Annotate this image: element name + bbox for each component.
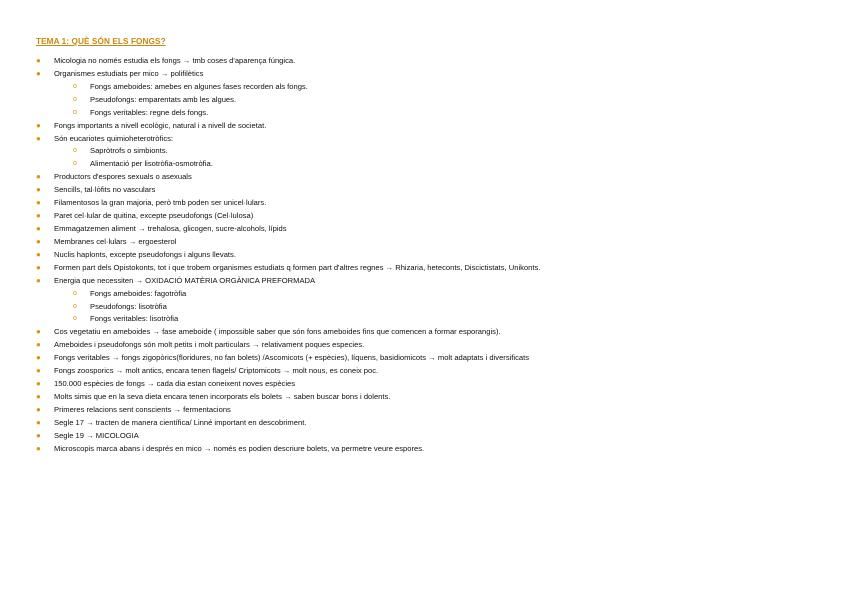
sub-list-item	[0, 301, 848, 314]
list-item	[0, 249, 848, 262]
list-item	[0, 184, 848, 197]
list-item-text: Microscopis marca abans i després en mico → només es podien descriure bolets, va permetre veure espores.	[54, 443, 425, 453]
filled-circle-bullet-icon: ●	[36, 379, 41, 389]
bullet-list	[0, 55, 848, 456]
sub-list-item	[0, 158, 848, 171]
list-item-text: Segle 17 → tracten de manera científica/ Linné important en descobriment.	[54, 417, 307, 427]
hollow-circle-bullet-icon: o	[73, 147, 77, 155]
list-item-text: Alimentació per lisotròfia-osmotròfia.	[90, 159, 213, 169]
list-item	[0, 365, 848, 378]
list-item	[0, 210, 848, 223]
list-item-text: Micologia no només estudia els fongs → tmb coses d'aparença fúngica.	[54, 56, 296, 65]
list-item	[0, 68, 848, 81]
filled-circle-bullet-icon: ●	[36, 275, 41, 285]
list-item-text: Fongs zoosporics → molt antics, encara tenen flagels/ Criptomicots → molt nous, es coneix poc.	[54, 366, 379, 376]
list-item-text: Energia que necessiten → OXIDACIÓ MATÈRIA ORGÀNICA PREFORMADA	[54, 275, 316, 285]
list-item	[0, 430, 848, 443]
sub-list-item	[0, 94, 848, 107]
list-item-text: Ameboides i pseudofongs són molt petits i molt particulars → relativament poques especies.	[54, 340, 365, 350]
list-item	[0, 262, 848, 275]
filled-circle-bullet-icon: ●	[36, 223, 41, 233]
filled-circle-bullet-icon: ●	[36, 404, 41, 414]
filled-circle-bullet-icon: ●	[36, 133, 41, 143]
sub-list-item	[0, 288, 848, 301]
list-item-text: Sapròtrofs o simbionts.	[90, 146, 168, 156]
hollow-circle-bullet-icon: o	[73, 315, 77, 323]
list-item-text: Fongs veritables: regne dels fongs.	[90, 107, 209, 117]
sub-list-item	[0, 145, 848, 158]
list-item-text: Nuclis haplonts, excepte pseudofongs i alguns llevats.	[54, 249, 236, 259]
filled-circle-bullet-icon: ●	[36, 443, 41, 453]
list-item-text: Fongs ameboides: amebes en algunes fases recorden als fongs.	[90, 81, 308, 91]
list-item	[0, 275, 848, 288]
hollow-circle-bullet-icon: o	[73, 108, 77, 116]
sub-list-item	[0, 313, 848, 326]
filled-circle-bullet-icon: ●	[36, 262, 41, 272]
list-item-text: Pseudofongs: emparentats amb les algues.	[90, 94, 237, 104]
filled-circle-bullet-icon: ●	[36, 185, 41, 195]
list-item	[0, 339, 848, 352]
list-item-text: Paret cel·lular de quitina, excepte pseudofongs (Cel·lulosa)	[54, 211, 254, 221]
filled-circle-bullet-icon: ●	[36, 236, 41, 246]
filled-circle-bullet-icon: ●	[36, 249, 41, 259]
list-item	[0, 236, 848, 249]
filled-circle-bullet-icon: ●	[36, 56, 41, 65]
hollow-circle-bullet-icon: o	[73, 289, 77, 297]
list-item	[0, 404, 848, 417]
list-item-text: Pseudofongs: lisotròfia	[90, 301, 167, 311]
list-item-text: Segle 19 → MICOLOGIA	[54, 430, 139, 440]
filled-circle-bullet-icon: ●	[36, 353, 41, 363]
sub-list-item	[0, 81, 848, 94]
list-item-text: Cos vegetatiu en ameboides → fase ameboide ( impossible saber que són fons ameboides fins que comencen a formar esporangis).	[54, 327, 501, 337]
list-item-text: Organismes estudiats per mico → polifilètics	[54, 68, 204, 78]
hollow-circle-bullet-icon: o	[73, 160, 77, 168]
sub-list-item	[0, 107, 848, 120]
list-item-text: Emmagatzemen aliment → trehalosa, glicogen, sucre-alcohols, lípids	[54, 223, 287, 233]
list-item-text: Fongs importants a nivell ecològic, natural i a nivell de societat.	[54, 120, 267, 130]
filled-circle-bullet-icon: ●	[36, 391, 41, 401]
list-item	[0, 326, 848, 339]
list-item-text: Formen part dels Opistokonts, tot i que trobem organismes estudiats q formen part d'altres regnes → Rhizaria, heteconts, Discictistats, Unikonts.	[54, 262, 541, 272]
filled-circle-bullet-icon: ●	[36, 417, 41, 427]
hollow-circle-bullet-icon: o	[73, 302, 77, 310]
list-item-text: Filamentosos la gran majoria, però tmb poden ser unicel·lulars.	[54, 198, 267, 208]
hollow-circle-bullet-icon: o	[73, 82, 77, 90]
list-item-text: Primeres relacions sent conscients → fermentacions	[54, 404, 231, 414]
filled-circle-bullet-icon: ●	[36, 366, 41, 376]
document-title: TEMA 1: QUÈ SÓN ELS FONGS?	[36, 37, 166, 46]
list-item-text: Fongs veritables: lisotròfia	[90, 314, 179, 324]
list-item	[0, 197, 848, 210]
list-item	[0, 378, 848, 391]
list-item	[0, 223, 848, 236]
list-item	[0, 55, 848, 68]
list-item-text: Fongs ameboides: fagotròfia	[90, 288, 187, 298]
filled-circle-bullet-icon: ●	[36, 340, 41, 350]
list-item	[0, 443, 848, 456]
hollow-circle-bullet-icon: o	[73, 95, 77, 103]
list-item-text: Productors d'espores sexuals o asexuals	[54, 172, 192, 182]
filled-circle-bullet-icon: ●	[36, 172, 41, 182]
list-item-text: Membranes cel·lulars → ergoesterol	[54, 236, 177, 246]
filled-circle-bullet-icon: ●	[36, 430, 41, 440]
list-item-text: Sencills, tal·lòfits no vasculars	[54, 185, 156, 195]
list-item	[0, 391, 848, 404]
list-item-text: 150.000 espècies de fongs → cada dia estan coneixent noves espècies	[54, 379, 296, 389]
list-item	[0, 352, 848, 365]
list-item-text: Fongs veritables → fongs zigopòrics(floridures, no fan bolets) /Ascomicots (+ espècies), líquens, basidiomicots → molt adaptats i diversificats	[54, 353, 530, 363]
list-item-text: Molts simis que en la seva dieta encara tenen incorporats els bolets → saben buscar bons i dolents.	[54, 391, 391, 401]
filled-circle-bullet-icon: ●	[36, 120, 41, 130]
filled-circle-bullet-icon: ●	[36, 198, 41, 208]
list-item	[0, 417, 848, 430]
filled-circle-bullet-icon: ●	[36, 68, 41, 78]
list-item-text: Són eucariotes quimioheterotròfics:	[54, 133, 174, 143]
list-item	[0, 133, 848, 146]
list-item	[0, 171, 848, 184]
list-item	[0, 120, 848, 133]
filled-circle-bullet-icon: ●	[36, 211, 41, 221]
filled-circle-bullet-icon: ●	[36, 327, 41, 337]
